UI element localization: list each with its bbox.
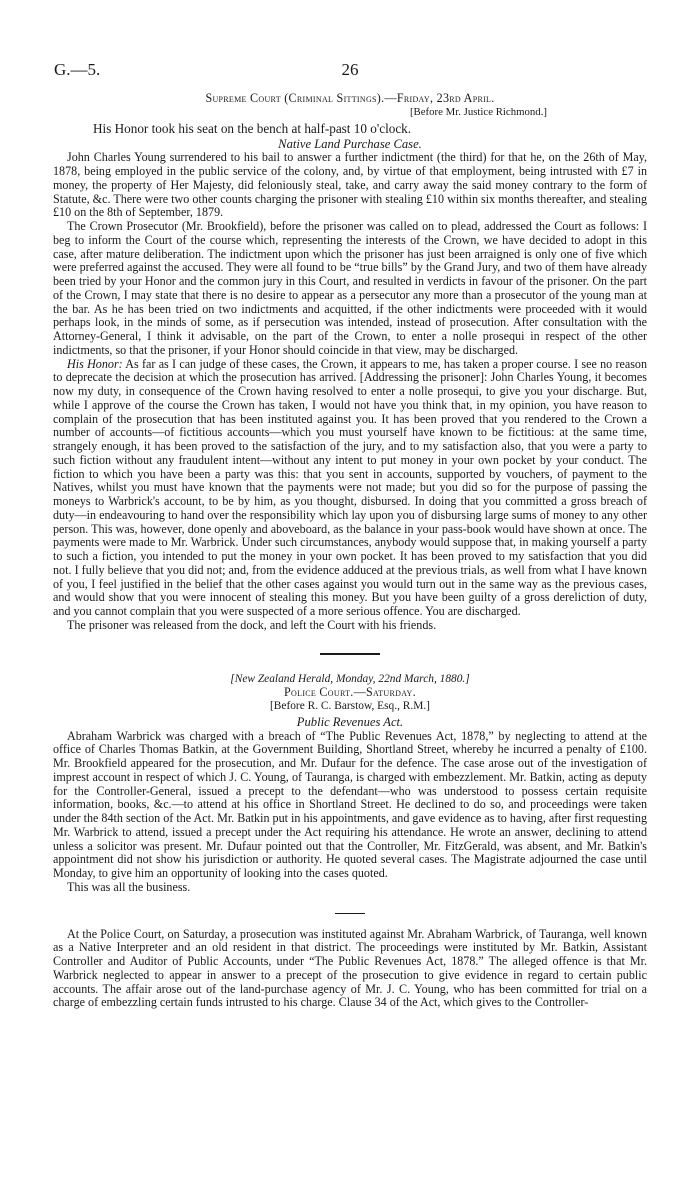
opening-line: His Honor took his seat on the bench at half-past 10 o'clock. (93, 120, 412, 136)
paragraph-crown-prosecutor: The Crown Prosecutor (Mr. Brookfield), before the prisoner was called on to plead, addressed the Court as follows: I beg to inform the Court of the course which, representing the interests of the Crown, we have decided to adopt in this case, after mature deliberation. The indictment upon which the prisoner has just been arraigned is only one of five which were preferred against the accused. They were all found to be “true bills” by the Grand Jury, and two of them have already been tried by your Honor and the common jury in this Court, and resulted in verdicts in favour of the prisoner. On the part of the Crown, I may state that there is no desire to appear as a persecutor any more than a prosecutor of the young man at the bar. As he has been tried on two indictments and acquitted, if the other indictments were proceeded with it would perhaps look, in the minds of some, as if persecution was intended, instead of prosecution. After consultation with the Attorney-General, I think it advisable, on the part of the Crown, to enter a nolle prosequi in respect of the other indictments, so that the prisoner, if your Honor should coincide in that view, may be discharged. (53, 219, 647, 357)
page-body (53, 92, 647, 1010)
paragraph-indictment: John Charles Young surrendered to his bail to answer a further indictment (the third) for that he, on the 26th of May, 1878, being employed in the public service of the colony, and, by virtue of that employment, being intrusted with £7 in money, the property of Her Majesty, did feloniously steal, take, and carry away the said money contrary to the form of Statute, &c. There were two other counts charging the prisoner with stealing £10 within six months thereafter, and stealing £10 on the 8th of September, 1879. (53, 150, 647, 220)
paragraph-business: This was all the business. (67, 879, 191, 894)
section-title-police-court: Police Court.—Saturday. (284, 685, 416, 700)
speaker-label: His Honor: (67, 356, 123, 371)
paragraph-warbrick-charge: Abraham Warbrick was charged with a breach of “The Public Revenues Act, 1878,” by neglecting to attend at the office of Charles Thomas Batkin, at the Government Building, Shortland Street, whereby he incurred a penalty of £100. Mr. Brookfield appeared for the prosecution, and Mr. Dufaur for the defence. The case arose out of the investigation of imprest account in respect of which J. C. Young, of Tauranga, is charged with embezzlement. Mr. Batkin, acting as deputy for the Controller-General, issued a precept to the defendant—who was understood to possess certain requisite information, books, &c.—to attend at his office in Shortland Street. He declined to do so, and proceedings were taken under the 84th section of the Act. Mr. Batkin put in his appointments, and gave evidence as to having, after first requesting Mr. Warbrick to attend, issued a precept under the Act requiring his attendance. He wrote an answer, declining to attend unless a solicitor was present. Mr. Dufaur pointed out that the Controller, Mr. FitzGerald, was absent, and Mr. Batkin's appointment did not show his jurisdiction or authority. He quoted several cases. The Magistrate adjourned the case until Monday, to give him an opportunity of looking into the cases quoted. (53, 728, 647, 880)
newspaper-source: [New Zealand Herald, Monday, 22nd March, 1880.] (230, 672, 470, 685)
paragraph-police-court-saturday: At the Police Court, on Saturday, a prosecution was instituted against Mr. Abraham Warbrick, of Tauranga, well known as a Native Interpreter and an old resident in that district. The proceedings were instituted by Mr. Batkin, Assistant Controller and Auditor of Public Accounts, under “The Public Revenues Act, 1878.” The alleged offence is that Mr. Warbrick neglected to appear in answer to a precept of the prosecution to give evidence in regard to certain public accounts. The affair arose out of the land-purchase agency of Mr. J. C. Young, who has been committed for trial on a charge of embezzling certain funds intrusted to his charge. Clause 34 of the Act, which gives to the Controller- (53, 926, 647, 1010)
paragraph-prisoner-released: The prisoner was released from the dock, and left the Court with his friends. (67, 617, 437, 632)
before-magistrate-note: [Before R. C. Barstow, Esq., R.M.] (270, 700, 430, 712)
act-subtitle: Public Revenues Act. (296, 714, 404, 729)
case-subtitle: Native Land Purchase Case. (278, 136, 422, 151)
his-honor-text: As far as I can judge of these cases, the Crown, it appears to me, has taken a proper course. I see no reason to deprecate the decision at which the prosecution has arrived. [Addressing the prisoner]: John Charles Young, it becomes now my duty, in consequence of the Crown having resolved to enter a nolle prosequi, to give you your discharge. But, while I approve of the course the Crown has taken, I would not have you think that, in my opinion, you have reason to complain of the prosecution that has been instituted against you. It has been proved that you rendered to the Crown a number of accounts—of fictitious accounts—which you must yourself have known to be fictitious: at the same time, strangely enough, it has been proved to the satisfaction of the jury, and to my satisfaction also, that you were a party to such fiction without any fraudulent intent—without any intent to put money in your own pocket by your conduct. The fiction to which you have been a party was this: that you sent in accounts, supported by vouchers, of payment to the Natives, whilst you must have known that the payments were not made; but you did so for the purpose of passing the moneys to Warbrick's account, to be by him, as you thought, disbursed. In doing that you committed a gross breach of duty—in endeavouring to hand over the responsibility which lay upon you of disbursing large sums of money to any other person. This was, however, done openly and aboveboard, as the balance in your pass-book would have shown at once. The payments were made to Mr. Warbrick. Under such circumstances, anybody would suppose that, in making yourself a party to such a fiction, you intended to put the money in your own pocket. It has been proved to my satisfaction that you did not. I fully believe that you did not; and, from the evidence adduced at the previous trials, as well from what I have known of you, I feel justified in the belief that the other cases against you would turn out in the same way as the previous cases, and would show that you were innocent of stealing this money. But you have been guilty of a gross dereliction of duty, and you cannot complain that you were suspected of a more serious offence. You are discharged. (53, 356, 648, 618)
paragraph-his-honor (53, 358, 647, 619)
section-divider (320, 653, 380, 655)
page-header (54, 60, 646, 80)
section-title-supreme-court: Supreme Court (Criminal Sittings).—Friday, 23rd April. (205, 91, 495, 105)
short-divider (335, 913, 365, 914)
document-reference: G.—5. (54, 60, 101, 79)
page-number: 26 (341, 60, 359, 79)
before-judge-note: [Before Mr. Justice Richmond.] (409, 105, 547, 118)
